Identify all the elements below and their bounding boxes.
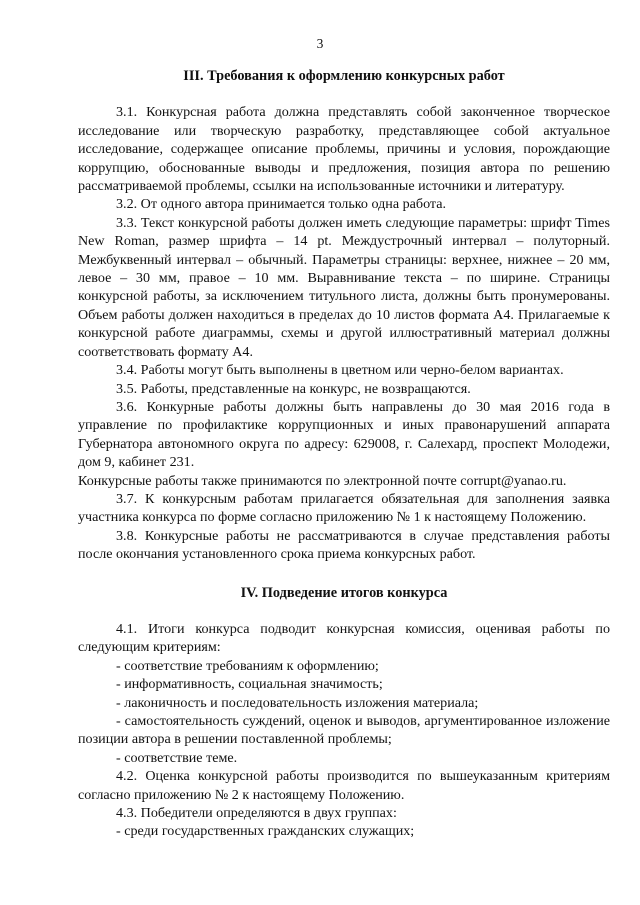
paragraph-3-4: 3.4. Работы могут быть выполнены в цветном или черно-белом вариантах. bbox=[116, 362, 564, 379]
section-4-heading: IV. Подведение итогов конкурса bbox=[240, 584, 448, 601]
section-3-heading: III. Требования к оформлению конкурсных работ bbox=[183, 68, 505, 84]
group-item: - среди государственных гражданских служащих; bbox=[116, 823, 415, 840]
criterion-item: - информативность, социальная значимость; bbox=[116, 676, 383, 693]
paragraph-3-1: 3.1. Конкурсная работа должна представлять собой законченное творческое исследование или творческую разработку, представляющее собой актуальное исследование, содержащее описание проблемы, причины и условия, порождающие коррупцию, обоснованные выводы и предложения, позиция автора по решению рассматриваемой проблемы, ссылки на использованные источники и литературу. bbox=[78, 104, 610, 195]
paragraph-3-2: 3.2. От одного автора принимается только одна работа. bbox=[116, 196, 447, 213]
page-number: 3 bbox=[316, 36, 324, 51]
criterion-item: - соответствие требованиям к оформлению; bbox=[116, 657, 379, 674]
paragraph-3-7: 3.7. К конкурсным работам прилагается обязательная для заполнения заявка участника конкурса по форме согласно приложению № 1 к настоящему Положению. bbox=[78, 490, 610, 526]
document-body bbox=[78, 60, 610, 841]
paragraph-3-6: 3.6. Конкурные работы должны быть направлены до 30 мая 2016 года в управление по профилактике коррупционных и иных правонарушений аппарата Губернатора автономного округа по адресу: 629008, г. Салехард, проспект Молодежи, дом 9, кабинет 231. bbox=[78, 398, 610, 471]
paragraph-3-8: 3.8. Конкурсные работы не рассматриваются в случае представления работы после окончания установленного срока приема конкурсных работ. bbox=[78, 527, 610, 563]
paragraph-email: Конкурсные работы также принимаются по электронной почте corrupt@yanao.ru. bbox=[78, 472, 567, 489]
paragraph-4-2: 4.2. Оценка конкурсной работы производится по вышеуказанным критериям согласно приложению № 2 к настоящему Положению. bbox=[78, 768, 610, 803]
paragraph-4-3: 4.3. Победители определяются в двух группах: bbox=[116, 805, 397, 822]
paragraph-3-5: 3.5. Работы, представленные на конкурс, не возвращаются. bbox=[116, 380, 471, 397]
criterion-item: - соответствие теме. bbox=[116, 749, 238, 766]
criterion-item: - лаконичность и последовательность изложения материала; bbox=[116, 694, 479, 711]
paragraph-4-1: 4.1. Итоги конкурса подводит конкурсная комиссия, оценивая работы по следующим критериям: bbox=[78, 620, 610, 656]
paragraph-3-3: 3.3. Текст конкурсной работы должен иметь следующие параметры: шрифт Times New Roman, размер шрифта – 14 pt. Междустрочный интервал – полуторный. Межбуквенный интервал – обычный. Параметры страницы: верхнее, нижнее – 20 мм, левое – 30 мм, правое – 10 мм. Выравнивание текста – по ширине. Страницы конкурсной работы, за исключением титульного листа, должны быть пронумерованы. Объем работы должен находиться в пределах до 10 листов формата А4. Прилагаемые к конкурсной работе диаграммы, схемы и другой иллюстративный материал должны соответствовать формату А4. bbox=[78, 214, 610, 360]
criterion-item: - самостоятельность суждений, оценок и выводов, аргументированное изложение позиции автора в решении поставленной проблемы; bbox=[78, 713, 610, 748]
